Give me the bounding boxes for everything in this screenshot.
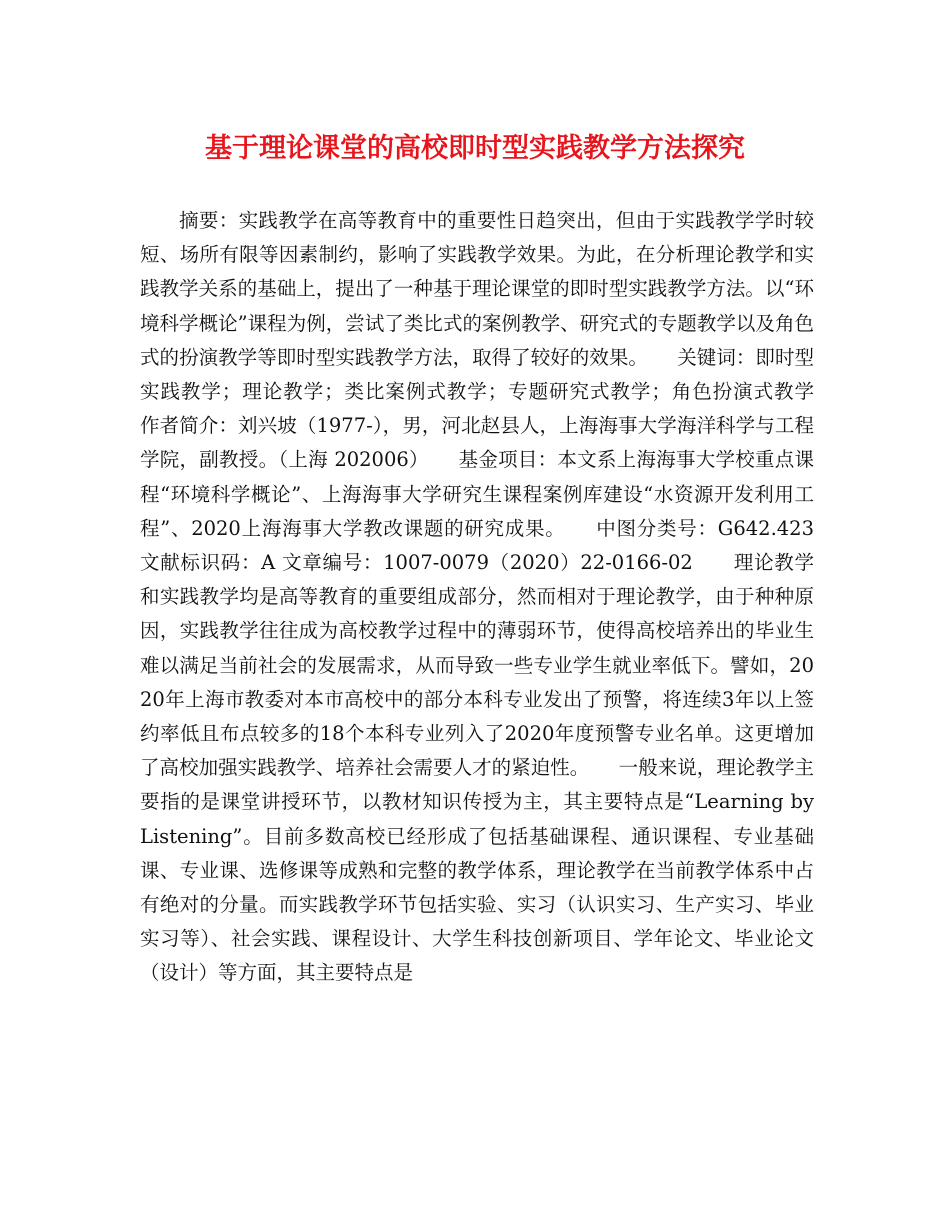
document-title: 基于理论课堂的高校即时型实践教学方法探究 <box>205 133 745 164</box>
document-body: 摘要：实践教学在高等教育中的重要性日趋突出，但由于实践教学学时较短、场所有限等因素制约，影响了实践教学效果。为此，在分析理论教学和实践教学关系的基础上，提出了一种基于理论课堂的即时型实践教学方法。以“环境科学概论”课程为例，尝试了类比式的案例教学、研究式的专题教学以及角色式的扮演教学等即时型实践教学方法，取得了较好的效果。 关键词：即时型实践教学；理论教学；类比案例式教学；专题研究式教学；角色扮演式教学 作者简介：刘兴坡（1977-），男，河北赵县人，上海海事大学海洋科学与工程学院，副教授。（上海 202006） 基金项目：本文系上海海事大学校重点课程“环境科学概论”、上海海事大学研究生课程案例库建设“水资源开发利用工程”、2020上海海事大学教改课题的研究成果。 中图分类号：G642.423 文献标识码：A 文章编号：1007-0079（2020）22-0166-02 理论教学和实践教学均是高等教育的重要组成部分，然而相对于理论教学，由于种种原因，实践教学往往成为高校教学过程中的薄弱环节，使得高校培养出的毕业生难以满足当前社会的发展需求，从而导致一些专业学生就业率低下。譬如，2020年上海市教委对本市高校中的部分本科专业发出了预警，将连续3年以上签约率低且布点较多的18个本科专业列入了2020年度预警专业名单。这更增加了高校加强实践教学、培养社会需要人才的紧迫性。 一般来说，理论教学主要指的是课堂讲授环节，以教材知识传授为主，其主要特点是“Learning by Listening”。目前多数高校已经形成了包括基础课程、通识课程、专业基础课、专业课、选修课等成熟和完整的教学体系，理论教学在当前教学体系中占有绝对的分量。而实践教学环节包括实验、实习（认识实习、生产实习、毕业实习等）、社会实践、课程设计、大学生科技创新项目、学年论文、毕业论文（设计）等方面，其主要特点是 <box>140 209 854 985</box>
